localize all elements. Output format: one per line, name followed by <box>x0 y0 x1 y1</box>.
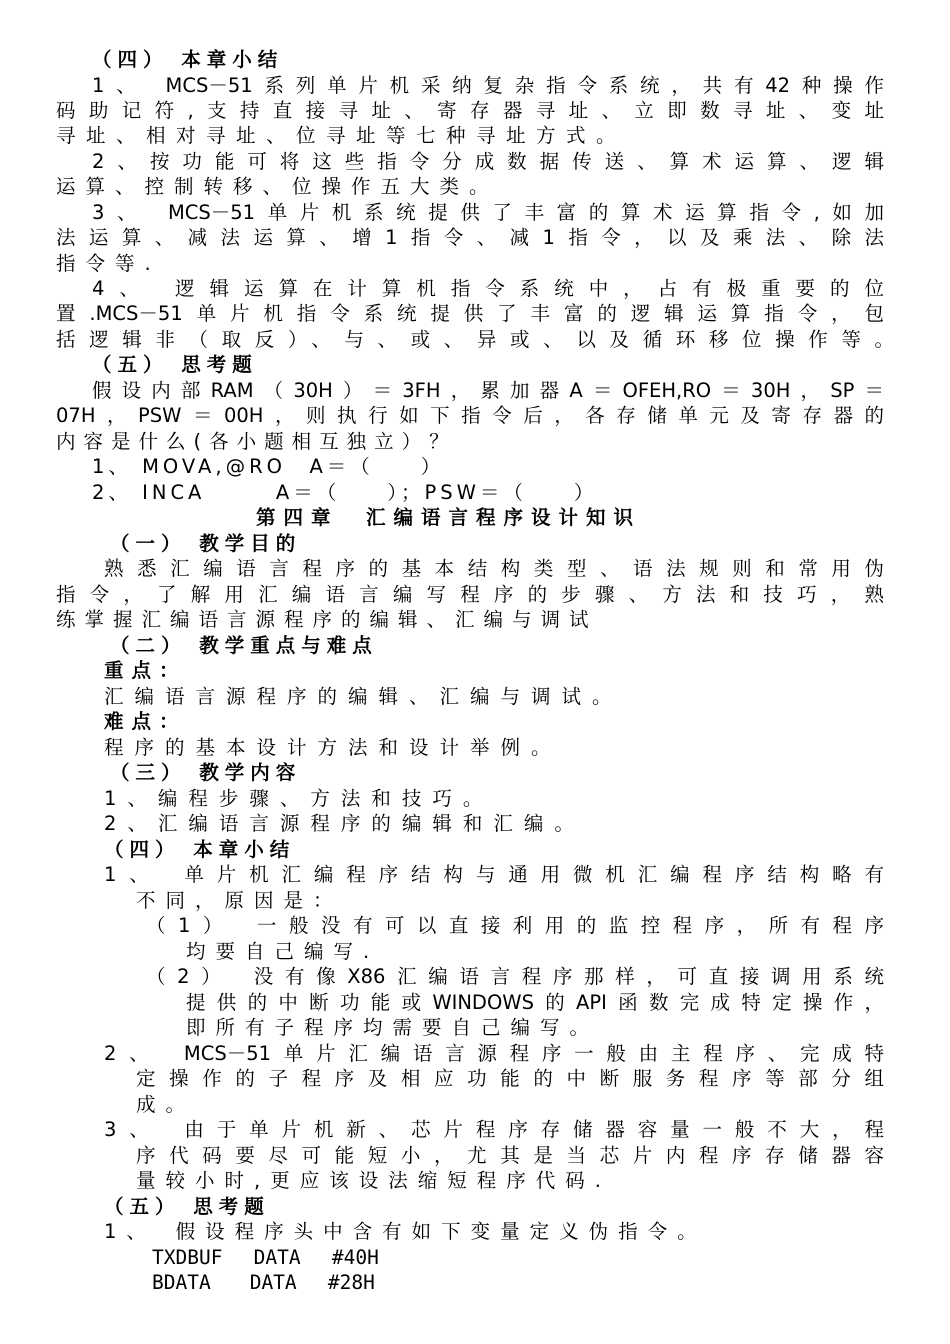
question-1: 1、 MOVA,@RO A＝（ ） <box>92 455 445 478</box>
section-heading-summary: （四） 本章小结 <box>92 48 284 71</box>
chapter-summary-1b-line1: （2） 没有像X86汇编语言程序那样，可直接调用系统 <box>146 965 884 988</box>
chapter-summary-2-line1: 2、 MCS－51单片汇编语言源程序一般由主程序、完成特 <box>104 1042 884 1065</box>
chapter-summary-1a-line2: 均要自己编写. <box>186 940 380 963</box>
teaching-content-heading: （三） 教学内容 <box>110 761 302 784</box>
question-intro-line2: 07H，PSW＝00H，则执行如下指令后，各存储单元及寄存器的 <box>56 404 884 427</box>
summary-item-3-line1: 3、 MCS－51单片机系统提供了丰富的算术运算指令,如加 <box>92 201 884 224</box>
content-item-1: 1、编程步骤、方法和技巧。 <box>104 787 494 810</box>
teaching-goal-heading: （一） 教学目的 <box>110 532 302 555</box>
chapter-questions-heading: （五） 思考题 <box>104 1195 270 1218</box>
question-intro-line3: 内容是什么(各小题相互独立）？ <box>56 430 457 453</box>
chapter-summary-3-line3: 量较小时,更应该设法缩短程序代码. <box>136 1169 611 1192</box>
chapter-summary-3-line2: 序代码要尽可能短小，尤其是当芯片内程序存储器容 <box>136 1144 884 1167</box>
key-points-heading: （二） 教学重点与难点 <box>110 634 378 657</box>
summary-item-4-line2: 置.MCS－51单片机指令系统提供了丰富的逻辑运算指令，包 <box>56 302 884 325</box>
chapter-summary-1-line1: 1、 单片机汇编程序结构与通用微机汇编程序结构略有 <box>104 863 884 886</box>
summary-item-4-line1: 4、 逻辑运算在计算机指令系统中，占有极重要的位 <box>92 277 884 300</box>
summary-item-4-line3: 括逻辑非（取反）、与、或、异或、以及循环移位操作等。 <box>56 328 894 351</box>
key-text: 汇编语言源程序的编辑、汇编与调试。 <box>104 685 623 708</box>
question-2: 2、 INCA A＝（ ）；PSW＝（ ） <box>92 481 598 504</box>
summary-item-3-line3: 指令等. <box>56 252 161 275</box>
summary-item-1-line2: 码助记符,支持直接寻址、寄存器寻址、立即数寻址、变址 <box>56 99 884 122</box>
summary-item-2-line2: 运算、控制转移、位操作五大类。 <box>56 175 499 198</box>
section-heading-questions: （五） 思考题 <box>92 353 258 376</box>
chapter-summary-3-line1: 3、 由于单片机新、芯片程序存储器容量一般不大，程 <box>104 1118 884 1141</box>
teaching-goal-line1: 熟悉汇编语言程序的基本结构类型、语法规则和常用伪 <box>104 557 884 580</box>
chapter-summary-1b-line2: 提供的中断功能或WINDOWS的API函数完成特定操作， <box>186 991 884 1014</box>
summary-item-1-line1: 1、 MCS－51系列单片机采纳复杂指令系统，共有42种操作 <box>92 74 884 97</box>
chapter-summary-1a-line1: （1） 一般没有可以直接利用的监控程序，所有程序 <box>146 914 884 937</box>
summary-item-1-line3: 寻址、相对寻址、位寻址等七种寻址方式。 <box>56 124 627 147</box>
difficulty-text: 程序的基本设计方法和设计举例。 <box>104 736 562 759</box>
summary-item-3-line2: 法运算、减法运算、增1指令、减1指令，以及乘法、除法 <box>56 226 884 249</box>
chapter-summary-1b-line3: 即所有子程序均需要自己编写。 <box>186 1016 600 1039</box>
chapter-summary-2-line2: 定操作的子程序及相应功能的中断服务程序等部分组 <box>136 1067 884 1090</box>
content-item-2: 2、汇编语言源程序的编辑和汇编。 <box>104 812 585 835</box>
chapter-summary-heading: （四） 本章小结 <box>104 838 296 861</box>
summary-item-2-line1: 2、按功能可将这些指令分成数据传送、算术运算、逻辑 <box>92 150 884 173</box>
question-intro-line1: 假设内部RAM（30H）＝3FH，累加器A＝OFEH,RO＝30H，SP＝ <box>92 379 884 402</box>
chapter-summary-1-line2: 不同，原因是： <box>136 889 343 912</box>
code-line-1: TXDBUF DATA #40H <box>152 1246 379 1269</box>
teaching-goal-line3: 练掌握汇编语言源程序的编辑、汇编与调试 <box>56 608 598 631</box>
chapter-summary-2-line3: 成。 <box>136 1093 196 1116</box>
difficulty-label: 难点： <box>104 710 187 733</box>
key-label: 重点： <box>104 659 187 682</box>
code-line-2: BDATA DATA #28H <box>152 1271 375 1294</box>
chapter-title: 第四章 汇编语言程序设计知识 <box>256 506 642 529</box>
teaching-goal-line2: 指令，了解用汇编语言编写程序的步骤、方法和技巧，熟 <box>56 583 884 606</box>
chapter-question-1: 1、 假设程序头中含有如下变量定义伪指令。 <box>104 1220 707 1243</box>
